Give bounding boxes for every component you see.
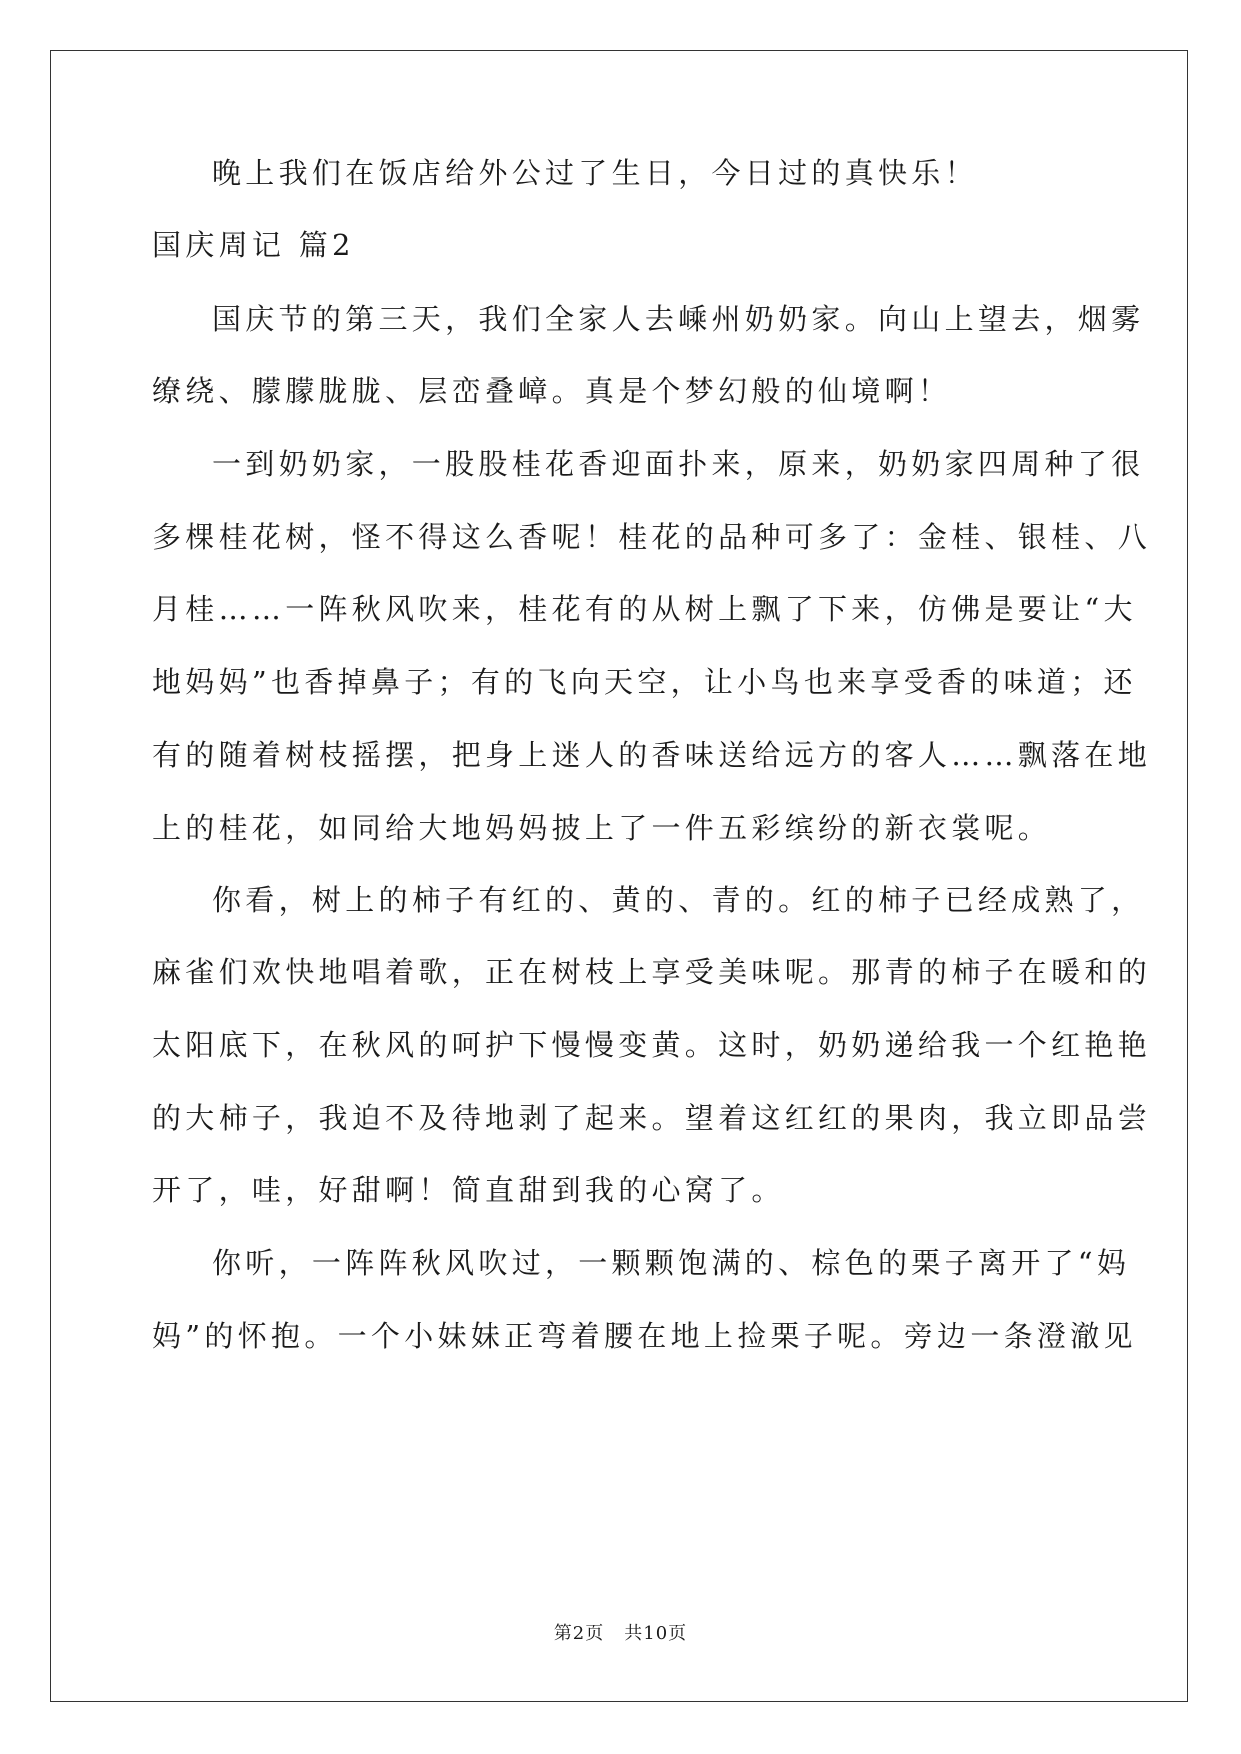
- page-number: 第2页: [553, 1623, 605, 1644]
- paragraph-line: 你听，一阵阵秋风吹过，一颗颗饱满的、棕色的栗子离开了“妈: [212, 1246, 1131, 1280]
- paragraph-line: 妈”的怀抱。一个小妹妹正弯着腰在地上捡栗子呢。旁边一条澄澈见: [152, 1319, 1137, 1353]
- paragraph-line: 上的桂花，如同给大地妈妈披上了一件五彩缤纷的新衣裳呢。: [152, 811, 1052, 845]
- page-total: 共10页: [624, 1623, 688, 1644]
- paragraph-line: 麻雀们欢快地唱着歌，正在树枝上享受美味呢。那青的柿子在暖和的: [152, 955, 1152, 989]
- page-border: [50, 50, 1188, 1702]
- paragraph-line: 缭绕、朦朦胧胧、层峦叠嶂。真是个梦幻般的仙境啊！: [152, 374, 952, 408]
- paragraph-line: 月桂……一阵秋风吹来，桂花有的从树上飘了下来，仿佛是要让“大: [152, 592, 1137, 626]
- paragraph-line: 一到奶奶家，一股股桂花香迎面扑来，原来，奶奶家四周种了很: [212, 447, 1145, 481]
- paragraph-line: 的大柿子，我迫不及待地剥了起来。望着这红红的果肉，我立即品尝: [152, 1101, 1152, 1135]
- paragraph-line: 多棵桂花树，怪不得这么香呢！桂花的品种可多了：金桂、银桂、八: [152, 520, 1152, 554]
- paragraph-line: 有的随着树枝摇摆，把身上迷人的香味送给远方的客人……飘落在地: [152, 738, 1152, 772]
- paragraph-line: 地妈妈”也香掉鼻子；有的飞向天空，让小鸟也来享受香的味道；还: [152, 665, 1137, 699]
- paragraph-line: 国庆节的第三天，我们全家人去嵊州奶奶家。向山上望去，烟雾: [212, 302, 1145, 336]
- paragraph-line: 你看，树上的柿子有红的、黄的、青的。红的柿子已经成熟了，: [212, 883, 1145, 917]
- page-footer: [0, 1622, 1241, 1646]
- paragraph-line: 太阳底下，在秋风的呵护下慢慢变黄。这时，奶奶递给我一个红艳艳: [152, 1028, 1152, 1062]
- section-heading: 国庆周记 篇2: [152, 228, 355, 262]
- paragraph-line: 晚上我们在饭店给外公过了生日，今日过的真快乐！: [212, 156, 978, 190]
- paragraph-line: 开了，哇，好甜啊！简直甜到我的心窝了。: [152, 1173, 785, 1207]
